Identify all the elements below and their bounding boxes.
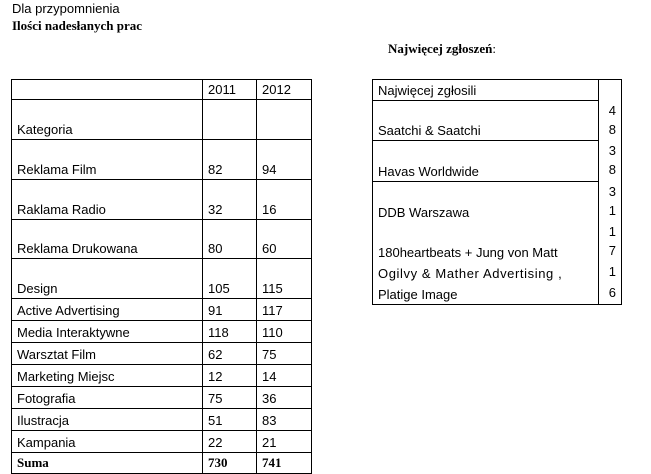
category-cell: Reklama Drukowana	[12, 220, 203, 259]
agency-name: Ogilvy & Mather Advertising ,	[373, 262, 599, 283]
agency-name: Saatchi & Saatchi	[373, 101, 599, 141]
submissions-count-table	[11, 79, 312, 474]
top-header-row	[373, 80, 622, 101]
table-row	[12, 343, 312, 365]
count-digit: 1	[608, 264, 616, 279]
list-item	[373, 182, 622, 223]
value-2011: 12	[203, 365, 257, 387]
value-2012: 117	[257, 299, 312, 321]
category-cell: Active Advertising	[12, 299, 203, 321]
value-2012: 14	[257, 365, 312, 387]
count-digit: 1	[608, 202, 616, 218]
category-cell: Kampania	[12, 431, 203, 453]
year-2012-header: 2012	[257, 80, 312, 100]
table-year-row	[12, 80, 312, 100]
value-2012: 36	[257, 387, 312, 409]
table-row	[12, 220, 312, 259]
count-digit: 4	[608, 102, 616, 118]
value-2012: 60	[257, 220, 312, 259]
list-item	[373, 222, 622, 262]
count-digit: 3	[608, 142, 616, 158]
agency-name: DDB Warszawa	[373, 182, 599, 223]
empty-cell	[599, 80, 622, 101]
agency-name: Havas Worldwide	[373, 141, 599, 182]
value-2011: 62	[203, 343, 257, 365]
value-2011: 75	[203, 387, 257, 409]
list-item	[373, 283, 622, 305]
count-digit: 3	[608, 183, 616, 199]
value-2011: 91	[203, 299, 257, 321]
empty-header-cell	[12, 80, 203, 100]
list-item	[373, 141, 622, 182]
count-digit: 6	[608, 285, 616, 300]
empty-cell	[203, 100, 257, 140]
category-cell: Fotografia	[12, 387, 203, 409]
count-digit: 8	[608, 161, 616, 177]
agency-count	[599, 222, 622, 262]
table-row	[12, 321, 312, 343]
table-row	[12, 259, 312, 299]
value-2011: 82	[203, 140, 257, 180]
count-digit: 7	[608, 243, 616, 258]
agency-name: Platige Image	[373, 283, 599, 305]
table-row	[12, 409, 312, 431]
category-cell: Marketing Miejsc	[12, 365, 203, 387]
agency-count	[599, 182, 622, 223]
value-2011: 118	[203, 321, 257, 343]
empty-cell	[257, 100, 312, 140]
value-2011: 51	[203, 409, 257, 431]
value-2012: 94	[257, 140, 312, 180]
agency-count	[599, 283, 622, 305]
value-2011: 80	[203, 220, 257, 259]
list-item	[373, 262, 622, 283]
top-submitters-table	[372, 79, 622, 305]
category-cell: Ilustracja	[12, 409, 203, 431]
reminder-text: Dla przypomnienia	[12, 1, 120, 16]
category-header: Kategoria	[12, 100, 203, 140]
category-cell: Media Interaktywne	[12, 321, 203, 343]
table-header-row	[12, 100, 312, 140]
category-cell: Reklama Film	[12, 140, 203, 180]
agency-name: 180heartbeats + Jung von Matt	[373, 222, 599, 262]
top-submissions-title	[388, 41, 496, 57]
count-digit: 8	[608, 121, 616, 137]
top-title-colon: :	[492, 41, 496, 56]
year-2011-header: 2011	[203, 80, 257, 100]
value-2012: 115	[257, 259, 312, 299]
category-cell: Raklama Radio	[12, 180, 203, 220]
table-row	[12, 387, 312, 409]
value-2011: 22	[203, 431, 257, 453]
table-row	[12, 299, 312, 321]
category-cell: Design	[12, 259, 203, 299]
value-2011: 32	[203, 180, 257, 220]
count-digit: 1	[608, 224, 616, 239]
table-row	[12, 180, 312, 220]
list-item	[373, 101, 622, 141]
value-2012: 75	[257, 343, 312, 365]
agency-count	[599, 262, 622, 283]
value-2012: 83	[257, 409, 312, 431]
value-2012: 16	[257, 180, 312, 220]
top-header-cell: Najwięcej zgłosili	[373, 80, 599, 101]
top-title-text: Najwięcej zgłoszeń	[388, 41, 493, 56]
agency-count	[599, 101, 622, 141]
sum-label: Suma	[12, 453, 203, 474]
value-2012: 21	[257, 431, 312, 453]
sum-2011: 730	[203, 453, 257, 474]
agency-count	[599, 141, 622, 182]
table-row	[12, 140, 312, 180]
sum-2012: 741	[257, 453, 312, 474]
table-row	[12, 431, 312, 453]
value-2012: 110	[257, 321, 312, 343]
value-2011: 105	[203, 259, 257, 299]
subtitle: Ilości nadesłanych prac	[12, 18, 143, 33]
sum-row	[12, 453, 312, 474]
table-row	[12, 365, 312, 387]
category-cell: Warsztat Film	[12, 343, 203, 365]
